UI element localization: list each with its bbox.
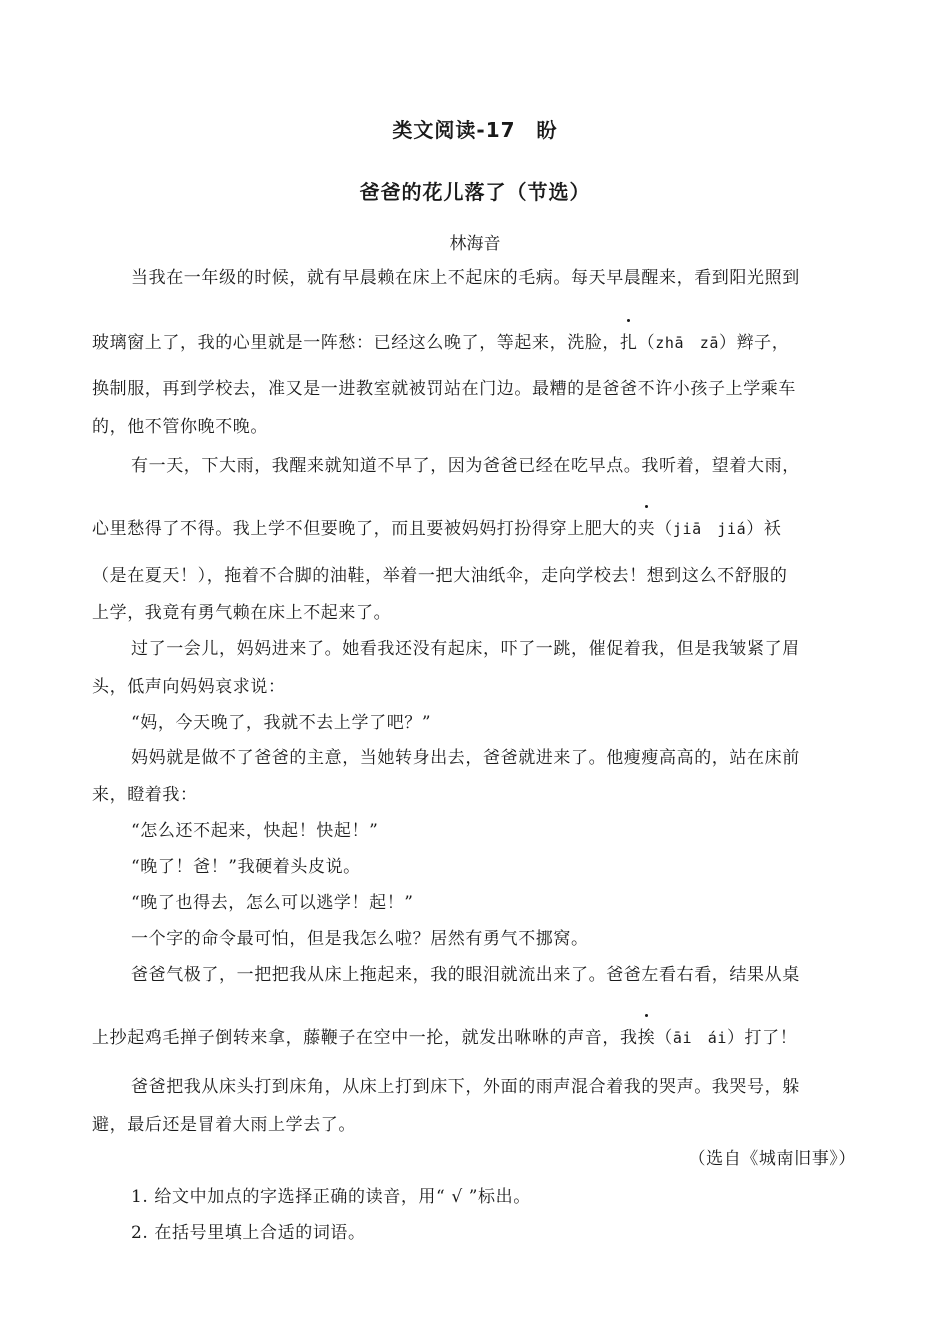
pinyin-options-zha: zhā zā — [655, 334, 719, 352]
p4-line: “妈，今天晚了，我就不去上学了吧？” — [131, 713, 432, 733]
article-author: 林海音 — [449, 234, 501, 254]
p11-line-1: 爸爸把我从床头打到床角，从床上打到床下，外面的雨声混合着我的哭声。我哭号，躲 — [131, 1077, 800, 1097]
p2-line-2: 心里愁得了不得。我上学不但要晚了，而且要被妈妈打扮得穿上肥大的夹（jiā jiá）袄 — [92, 514, 862, 539]
p2-line-1: 有一天，下大雨，我醒来就知道不早了，因为爸爸已经在吃早点。我听着，望着大雨， — [131, 456, 800, 476]
p1-line-4: 的，他不管你晚不晚。 — [92, 417, 268, 437]
dotted-char-zha: 扎 — [620, 328, 638, 353]
p3-line-1: 过了一会儿，妈妈进来了。她看我还没有起床，吓了一跳，催促着我，但是我皱紧了眉 — [131, 639, 800, 659]
p2-line-4: 上学，我竟有勇气赖在床上不起来了。 — [92, 603, 392, 623]
p7-line: “晚了！爸！”我硬着头皮说。 — [131, 857, 361, 877]
p5-line-2: 来，瞪着我： — [92, 785, 198, 805]
article-source: （选自《城南旧事》） — [688, 1149, 856, 1169]
question-2: 2. 在括号里填上合适的词语。 — [131, 1223, 366, 1243]
p9-line: 一个字的命令最可怕，但是我怎么啦？居然有勇气不挪窝。 — [131, 929, 589, 949]
p10-line-2: 上抄起鸡毛掸子倒转来拿，藤鞭子在空中一抡，就发出咻咻的声音，我挨（āi ái）打了！ — [92, 1023, 862, 1048]
pinyin-options-ai: āi ái — [672, 1029, 727, 1047]
p5-line-1: 妈妈就是做不了爸爸的主意，当她转身出去，爸爸就进来了。他瘦瘦高高的，站在床前 — [131, 748, 800, 768]
dotted-char-ai: 挨 — [638, 1023, 656, 1048]
p10-line-1: 爸爸气极了，一把把我从床上拖起来，我的眼泪就流出来了。爸爸左看右看，结果从桌 — [131, 965, 800, 985]
p1-line-1: 当我在一年级的时候，就有早晨赖在床上不起床的毛病。每天早晨醒来，看到阳光照到 — [131, 268, 800, 288]
p2-line-3: （是在夏天！），拖着不合脚的油鞋，举着一把大油纸伞，走向学校去！想到这么不舒服的 — [92, 566, 788, 586]
p1-line-3: 换制服，再到学校去，准又是一进教室就被罚站在门边。最糟的是爸爸不许小孩子上学乘车 — [92, 379, 796, 399]
p8-line: “晚了也得去，怎么可以逃学！起！” — [131, 893, 414, 913]
p1-line-2: 玻璃窗上了，我的心里就是一阵愁：已经这么晚了，等起来，洗脸，扎（zhā zā）辫子， — [92, 328, 862, 353]
worksheet-title: 类文阅读-17 盼 — [392, 118, 558, 142]
pinyin-options-jia: jiā jiá — [672, 520, 747, 538]
dotted-char-jia: 夹 — [638, 514, 656, 539]
question-1: 1. 给文中加点的字选择正确的读音，用“ √ ”标出。 — [131, 1187, 531, 1207]
p11-line-2: 避，最后还是冒着大雨上学去了。 — [92, 1115, 356, 1135]
article-title: 爸爸的花儿落了（节选） — [359, 180, 591, 204]
p6-line: “怎么还不起来，快起！快起！” — [131, 821, 379, 841]
p3-line-2: 头，低声向妈妈哀求说： — [92, 677, 286, 697]
